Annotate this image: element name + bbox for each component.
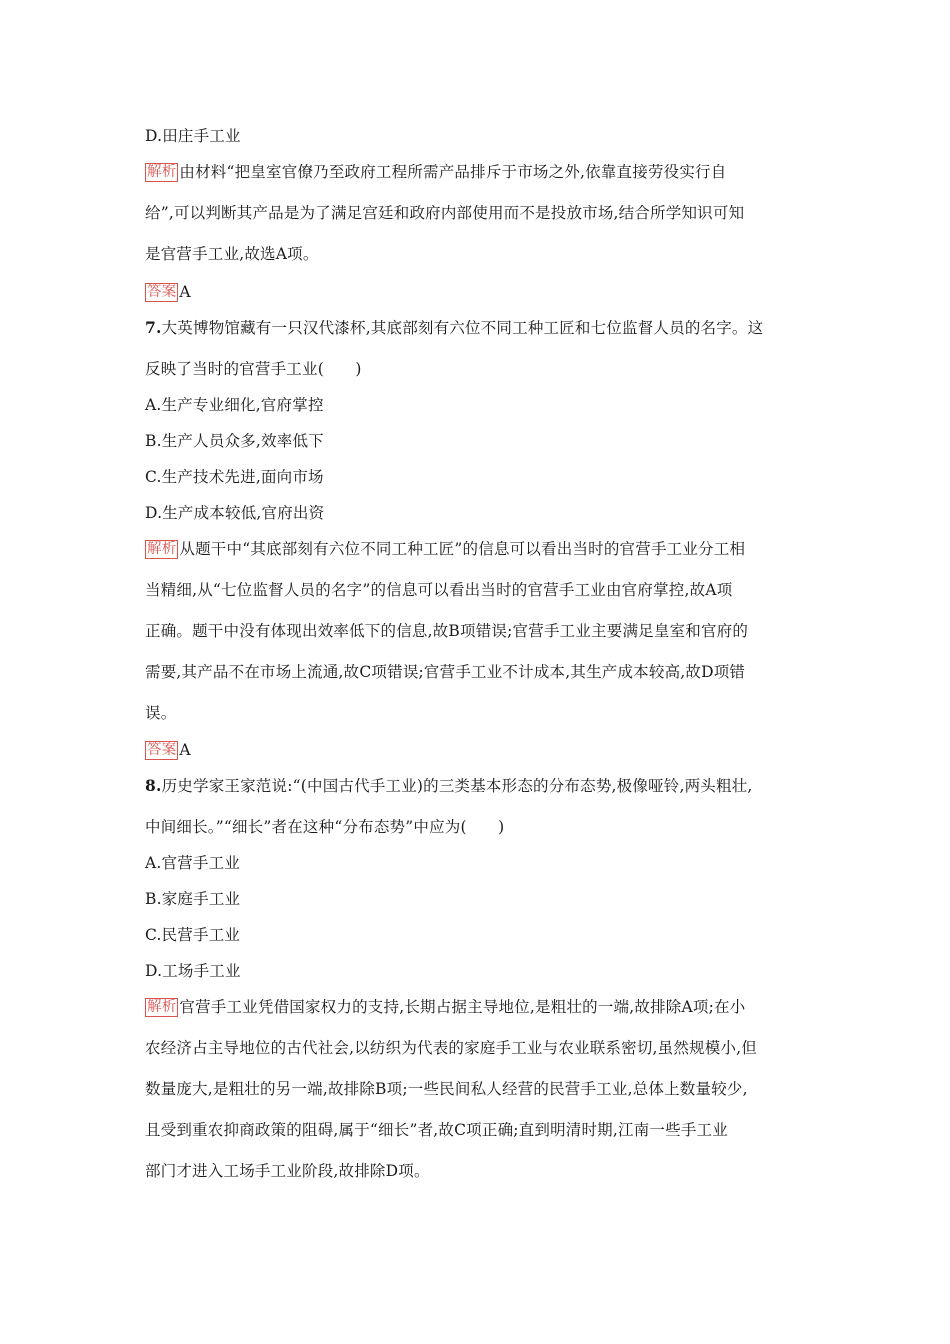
q8-option-a: A.官营手工业 <box>145 854 241 872</box>
analysis-tag: 解析 <box>147 999 177 1015</box>
q7-answer: 答案 A <box>147 741 191 759</box>
q7-analysis-line-2: 当精细,从“七位监督人员的名字”的信息可以看出当时的官营手工业由官府掌控,故A项 <box>145 581 733 599</box>
q6-analysis-line-1: 解析 由材料“把皇室官僚乃至政府工程所需产品排斥于市场之外,依靠直接劳役实行自 <box>147 163 727 181</box>
q8-analysis-line-4: 且受到重农抑商政策的阻碍,属于“细长”者,故C项正确;直到明清时期,江南一些手工业 <box>145 1121 728 1139</box>
q7-option-c: C.生产技术先进,面向市场 <box>145 468 324 486</box>
q7-analysis-line-1: 解析 从题干中“其底部刻有六位不同工种工匠”的信息可以看出当时的官营手工业分工相 <box>147 540 746 558</box>
q8-option-c: C.民营手工业 <box>145 926 241 944</box>
q8-option-d: D.工场手工业 <box>145 962 241 980</box>
q7-option-b: B.生产人员众多,效率低下 <box>145 432 324 450</box>
q8-analysis-line-2: 农经济占主导地位的古代社会,以纺织为代表的家庭手工业与农业联系密切,虽然规模小,但 <box>145 1039 757 1057</box>
q7-option-a: A.生产专业细化,官府掌控 <box>145 396 324 414</box>
q6-answer: 答案 A <box>147 283 191 301</box>
q6-analysis-line-2: 给”,可以判断其产品是为了满足宫廷和政府内部使用而不是投放市场,结合所学知识可知 <box>145 204 745 222</box>
q8-analysis-line-1: 解析 官营手工业凭借国家权力的支持,长期占据主导地位,是粗壮的一端,故排除A项;在小 <box>147 998 746 1016</box>
analysis-tag: 解析 <box>147 164 177 180</box>
q7-stem-line-2: 反映了当时的官营手工业( ) <box>145 360 362 378</box>
q7-analysis-line-4: 需要,其产品不在市场上流通,故C项错误;官营手工业不计成本,其生产成本较高,故D项错 <box>145 663 746 681</box>
q7-analysis-line-5: 误。 <box>145 704 177 722</box>
q8-analysis-line-5: 部门才进入工场手工业阶段,故排除D项。 <box>145 1162 430 1180</box>
q6-option-d: D.田庄手工业 <box>145 127 241 145</box>
q8-option-b: B.家庭手工业 <box>145 890 241 908</box>
q8-stem-line-2: 中间细长。”“细长”者在这种“分布态势”中应为( ) <box>145 818 505 836</box>
q6-analysis-line-3: 是官营手工业,故选A项。 <box>145 245 319 263</box>
q7-number: 7. <box>145 318 162 337</box>
q8-stem-line-1: 8.历史学家王家范说:“(中国古代手工业)的三类基本形态的分布态势,极像哑铃,两头粗壮, <box>145 776 753 795</box>
answer-tag: 答案 <box>147 742 177 758</box>
q7-option-d: D.生产成本较低,官府出资 <box>145 504 325 522</box>
q8-number: 8. <box>145 776 162 795</box>
answer-tag: 答案 <box>147 284 177 300</box>
q7-stem-line-1: 7.大英博物馆藏有一只汉代漆杯,其底部刻有六位不同工种工匠和七位监督人员的名字。这 <box>145 318 764 337</box>
q7-analysis-line-3: 正确。题干中没有体现出效率低下的信息,故B项错误;官营手工业主要满足皇室和官府的 <box>145 622 749 640</box>
analysis-tag: 解析 <box>147 541 177 557</box>
q8-analysis-line-3: 数量庞大,是粗壮的另一端,故排除B项;一些民间私人经营的民营手工业,总体上数量较少, <box>145 1080 748 1098</box>
